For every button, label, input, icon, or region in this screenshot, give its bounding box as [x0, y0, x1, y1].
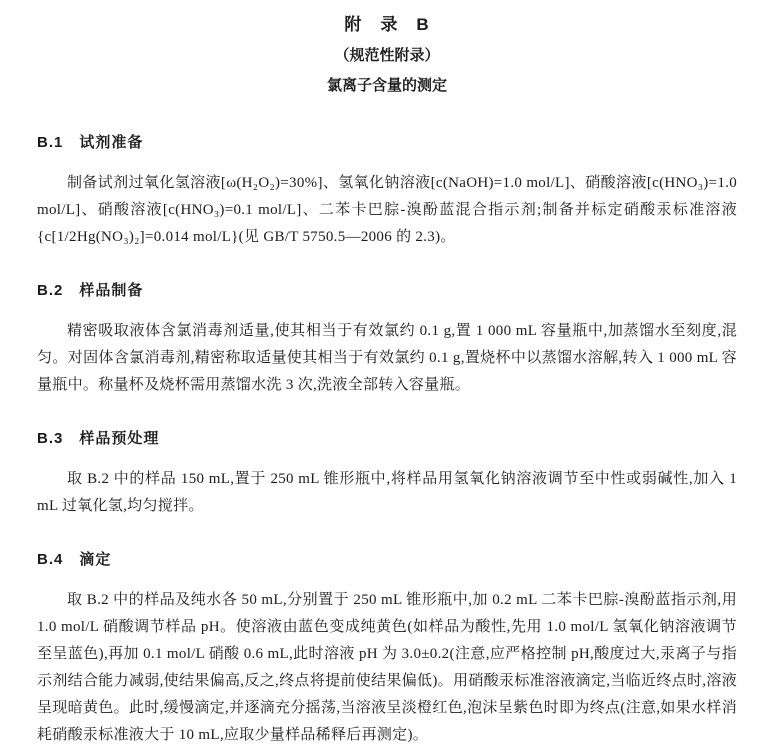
section-b1 — [37, 131, 737, 251]
appendix-title: 附 录 B — [344, 15, 430, 34]
section-b3-heading: B.3 样品预处理 — [37, 430, 160, 447]
appendix-title-block — [37, 10, 737, 95]
appendix-subject: 氯离子含量的测定 — [326, 77, 447, 94]
section-b2-paragraph: 精密吸取液体含氯消毒剂适量,使其相当于有效氯约 0.1 g,置 1 000 mL 容量瓶中,加蒸馏水至刻度,混匀。对固体含氯消毒剂,精密称取适量使其相当于有效氯约 0.1 g,置烧杯中以蒸馏水溶解,转入 1 000 mL 容量瓶中。称量杯及烧杯需用蒸馏水洗 3 次,洗液全部转入容量瓶。 — [37, 323, 737, 393]
section-b4-paragraph: 取 B.2 中的样品及纯水各 50 mL,分别置于 250 mL 锥形瓶中,加 0.2 mL 二苯卡巴腙-溴酚蓝指示剂,用 1.0 mol/L 硝酸调节样品 pH。使溶液由蓝色变成纯黄色(如样品为酸性,先用 1.0 mol/L 氢氧化钠溶液调节至呈蓝色),再加 0.1 mol/L 硝酸 0.6 mL,此时溶液 pH 为 3.0±0.2(注意,应严格控制 pH,酸度过大,汞离子与指示剂结合能力减弱,使结果偏高,反之,终点将提前使结果偏低)。用硝酸汞标准溶液滴定,当临近终点时,溶液呈现暗黄色。此时,缓慢滴定,并逐滴充分摇荡,当溶液呈淡橙红色,泡沫呈紫色时即为终点(注意,如果水样消耗硝酸汞标准液大于 10 mL,应取少量样品稀释后再测定)。 — [37, 592, 737, 743]
section-b2 — [37, 279, 737, 399]
section-b3-paragraph: 取 B.2 中的样品 150 mL,置于 250 mL 锥形瓶中,将样品用氢氧化钠溶液调节至中性或弱碱性,加入 1 mL 过氧化氢,均匀搅拌。 — [37, 471, 737, 514]
section-b1-heading: B.1 试剂准备 — [37, 134, 144, 151]
section-b2-heading: B.2 样品制备 — [37, 282, 144, 299]
section-b3 — [37, 427, 737, 520]
section-b4-heading: B.4 滴定 — [37, 551, 112, 568]
appendix-type-label: （规范性附录） — [334, 47, 440, 64]
section-b1-paragraph: 制备试剂过氧化氢溶液[ω(H₂O₂)=30%]、氢氧化钠溶液[c(NaOH)=1.0 mol/L]、硝酸溶液[c(HNO₃)=1.0 mol/L]、硝酸溶液[c(HNO₃)=0.1 mol/L]、二苯卡巴腙-溴酚蓝混合指示剂;制备并标定硝酸汞标准溶液{c[1/2Hg(NO₃)₂]=0.014 mol/L}(见 GB/T 5750.5—2006 的 2.3)。 — [37, 175, 737, 245]
section-b4 — [37, 548, 737, 749]
